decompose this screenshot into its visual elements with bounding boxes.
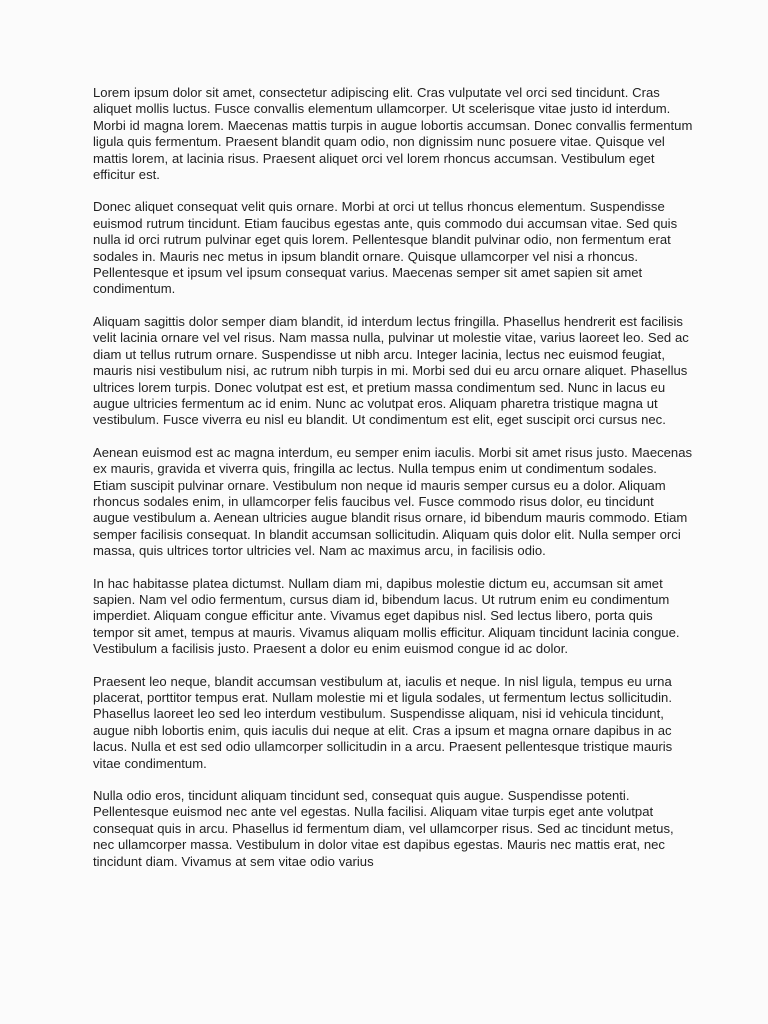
paragraph-2: Donec aliquet consequat velit quis ornare. Morbi at orci ut tellus rhoncus elementum. Suspendisse euismod rutrum tincidunt. Etiam faucibus egestas ante, quis commodo dui accumsan vitae. Sed quis nulla id orci rutrum pulvinar eget quis lorem. Pellentesque blandit pulvinar odio, non fermentum erat sodales in. Mauris nec metus in ipsum blandit ornare. Quisque ullamcorper vel nisi a rhoncus. Pellentesque et ipsum vel ipsum consequat varius. Maecenas semper sit amet sapien sit amet condimentum.: [93, 199, 678, 297]
paragraph-6: Praesent leo neque, blandit accumsan vestibulum at, iaculis et neque. In nisl ligula, tempus eu urna placerat, porttitor tempus erat. Nullam molestie mi et ligula sodales, ut fermentum lectus sollicitudin. Phasellus laoreet leo sed leo interdum vestibulum. Suspendisse aliquam, nisi id vehicula tincidunt, augue nibh lobortis enim, quis iaculis dui neque at elit. Cras a ipsum et magna ornare dapibus in ac lacus. Nulla et est sed odio ullamcorper sollicitudin in a arcu. Praesent pellentesque tristique mauris vitae condimentum.: [93, 673, 673, 771]
paragraph-7: Nulla odio eros, tincidunt aliquam tincidunt sed, consequat quis augue. Suspendisse potenti. Pellentesque euismod nec ante vel egestas. Nulla facilisi. Aliquam vitae turpis eget ante volutpat consequat quis in arcu. Phasellus id fermentum diam, vel ullamcorper risus. Sed ac tincidunt metus, nec ullamcorper massa. Vestibulum in dolor vitae est dapibus egestas. Mauris nec mattis erat, nec tincidunt diam. Vivamus at sem vitae odio varius: [93, 788, 674, 869]
paragraph-5: In hac habitasse platea dictumst. Nullam diam mi, dapibus molestie dictum eu, accumsan sit amet sapien. Nam vel odio fermentum, cursus diam id, bibendum lacus. Ut rutrum enim eu condimentum imperdiet. Aliquam congue efficitur ante. Vivamus eget dapibus nisl. Sed lectus libero, porta quis tempor sit amet, tempus at mauris. Vivamus aliquam mollis efficitur. Aliquam tincidunt lacinia congue. Vestibulum a facilisis justo. Praesent a dolor eu enim euismod congue id ac dolor.: [93, 575, 680, 657]
paragraph-1: Lorem ipsum dolor sit amet, consectetur adipiscing elit. Cras vulputate vel orci sed tincidunt. Cras aliquet mollis luctus. Fusce convallis elementum ullamcorper. Ut scelerisque vitae justo id interdum. Morbi id magna lorem. Maecenas mattis turpis in augue lobortis accumsan. Donec convallis fermentum ligula quis fermentum. Praesent blandit quam odio, non dignissim nunc posuere vitae. Quisque vel mattis lorem, at lacinia risus. Praesent aliquet orci vel lorem rhoncus accumsan. Vestibulum eget efficitur est.: [93, 85, 693, 183]
paragraph-3: Aliquam sagittis dolor semper diam blandit, id interdum lectus fringilla. Phasellus hendrerit est facilisis velit lacinia ornare vel vel risus. Nam massa nulla, pulvinar ut molestie vitae, varius laoreet leo. Sed ac diam ut tellus rutrum ornare. Suspendisse ut nibh arcu. Integer lacinia, lectus nec euismod feugiat, mauris nisi vestibulum nisi, ac rutrum nibh turpis in mi. Morbi sed dui eu arcu ornare aliquet. Phasellus ultrices lorem turpis. Donec volutpat est est, et pretium massa condimentum sed. Nunc in lacus eu augue ultricies fermentum ac id enim. Nunc ac volutpat eros. Aliquam pharetra tristique magna ut vestibulum. Fusce viverra eu nisl eu blandit. Ut condimentum est elit, eget suscipit orci cursus nec.: [93, 313, 689, 428]
paragraph-4: Aenean euismod est ac magna interdum, eu semper enim iaculis. Morbi sit amet risus justo. Maecenas ex mauris, gravida et viverra quis, fringilla ac lectus. Nulla tempus enim ut condimentum sodales. Etiam suscipit pulvinar ornare. Vestibulum non neque id mauris semper cursus eu a dolor. Aliquam rhoncus sodales enim, in ullamcorper felis faucibus vel. Fusce commodo risus dolor, eu tincidunt augue vestibulum a. Aenean ultricies augue blandit risus ornare, id bibendum mauris commodo. Etiam semper facilisis consequat. In blandit accumsan sollicitudin. Aliquam quis dolor elit. Nulla semper orci massa, quis ultrices tortor ultricies vel. Nam ac maximus arcu, in facilisis odio.: [93, 444, 693, 559]
